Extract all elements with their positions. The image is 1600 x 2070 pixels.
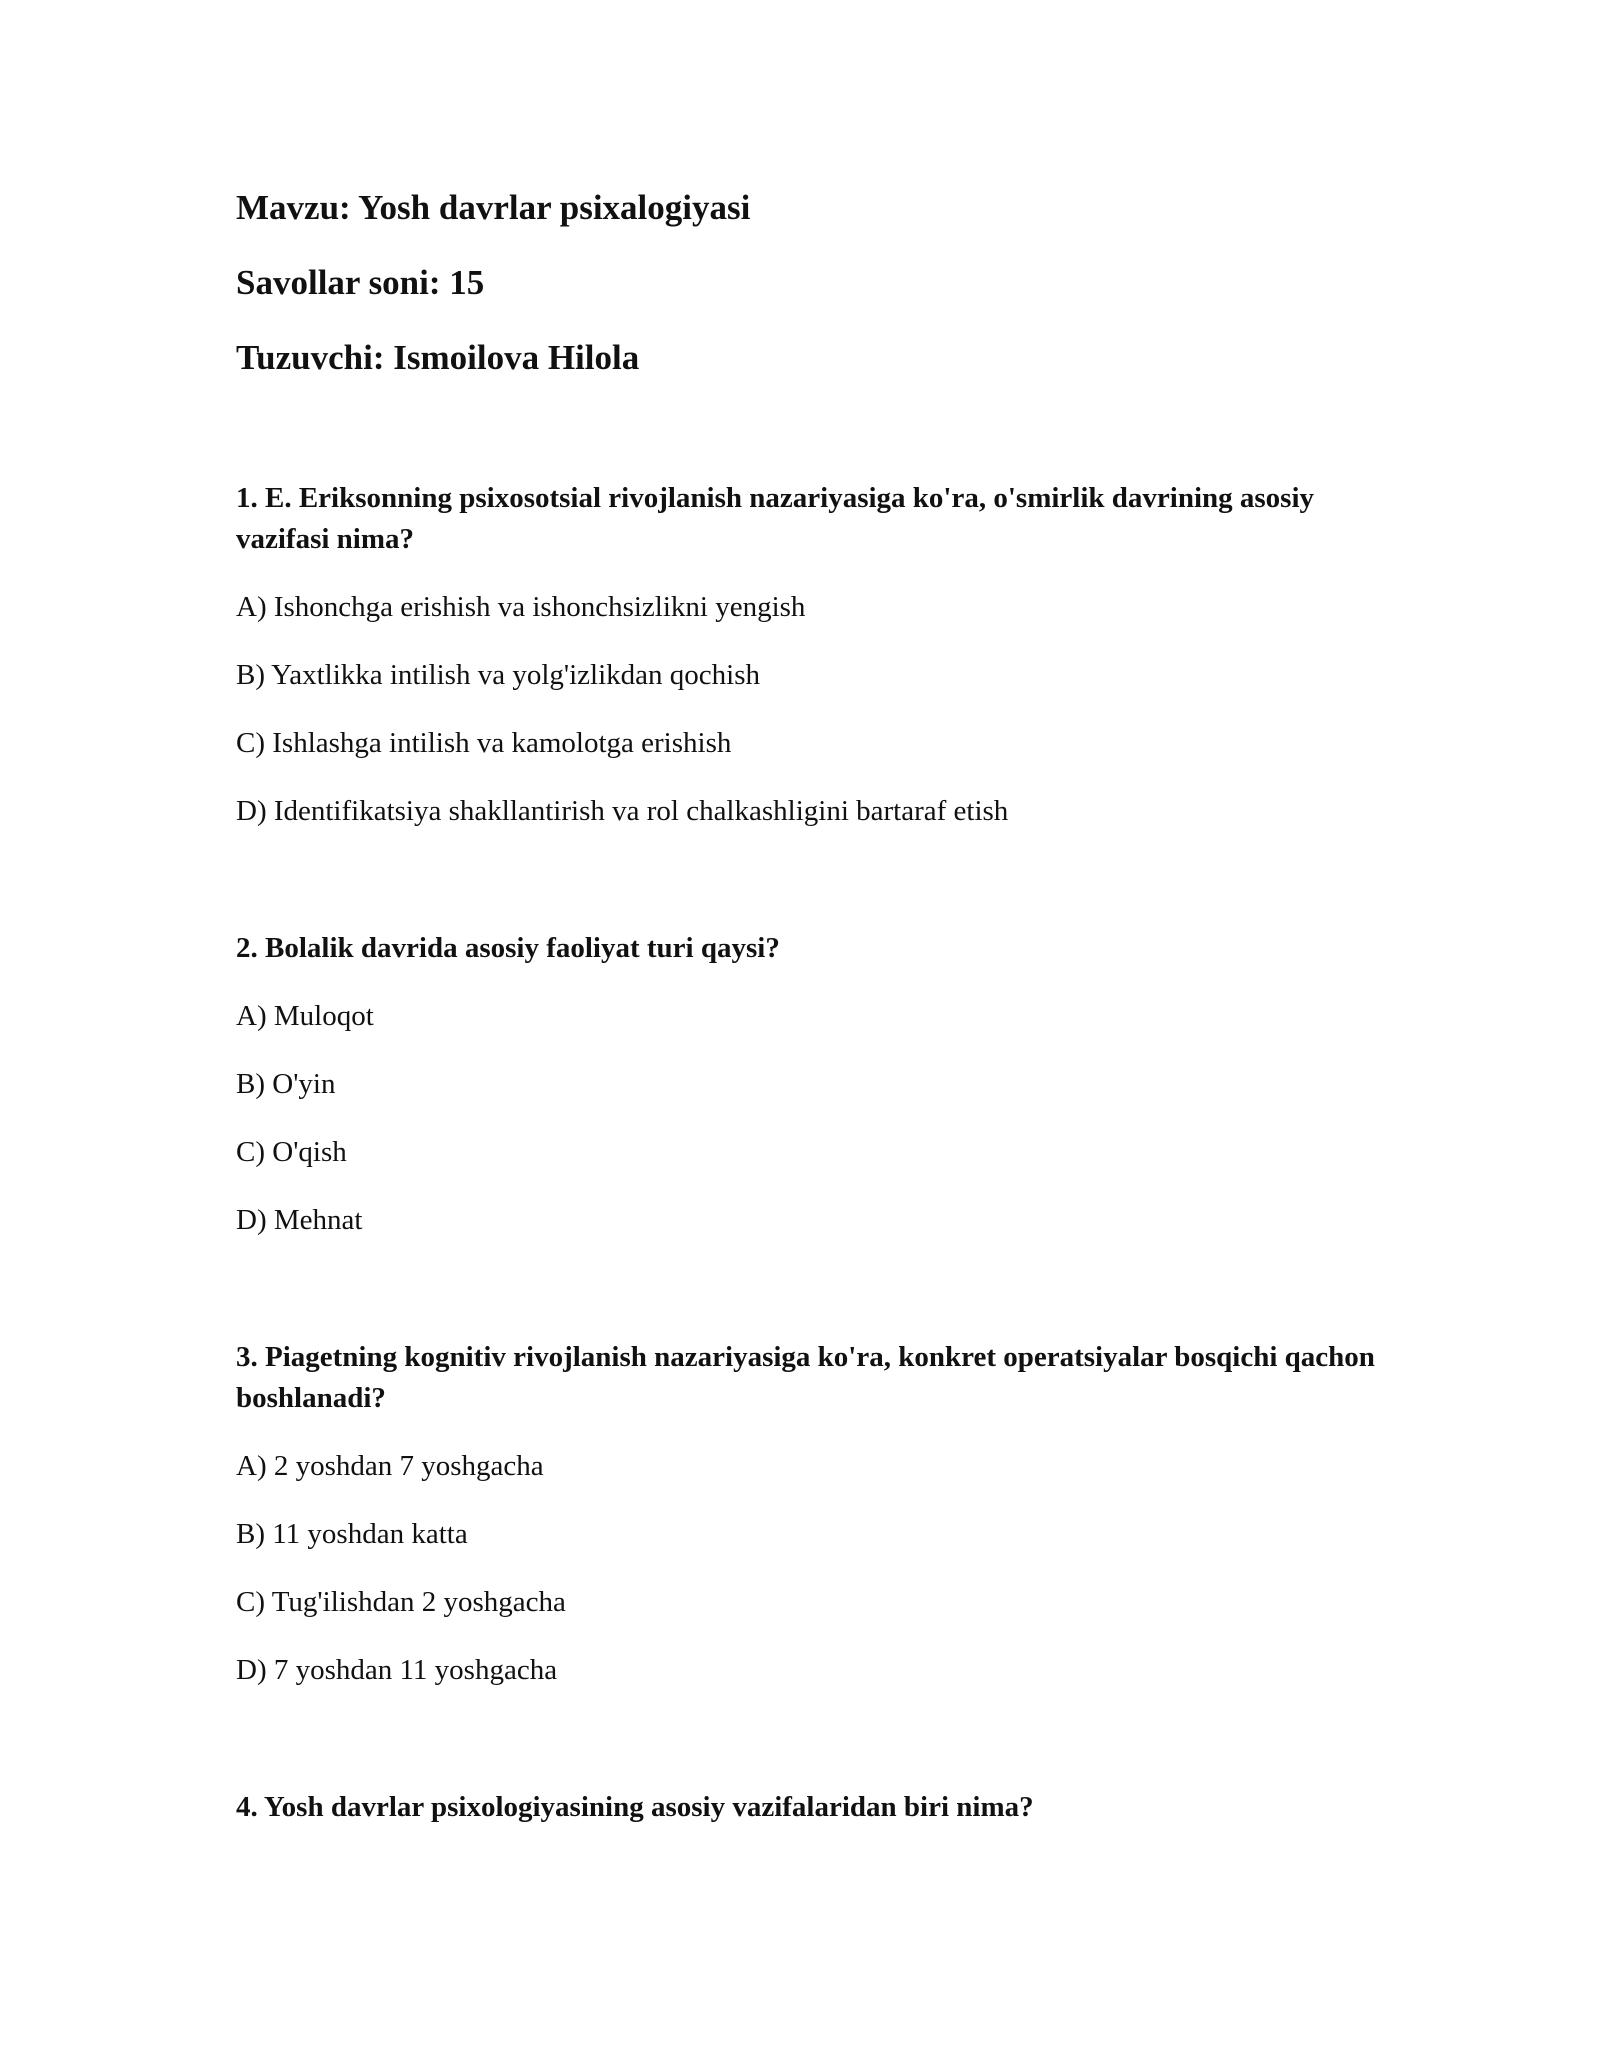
question-text: 4. Yosh davrlar psixologiyasining asosiy vazifalaridan biri nima? [236, 1791, 1034, 1823]
question-text: 1. E. Eriksonning psixosotsial rivojlanish nazariyasiga ko'ra, o'smirlik davrining asosiy vazifasi nima? [236, 482, 1315, 555]
question-text: 3. Piagetning kognitiv rivojlanish nazariyasiga ko'ra, konkret operatsiyalar bosqichi qachon boshlanadi? [236, 1341, 1375, 1414]
option-c: C) Tug'ilishdan 2 yoshgacha [236, 1586, 566, 1618]
question-count-line: Savollar soni: 15 [236, 263, 485, 302]
option-d: D) Identifikatsiya shakllantirish va rol chalkashligini bartaraf etish [236, 795, 1009, 827]
question-text: 2. Bolalik davrida asosiy faoliyat turi qaysi? [236, 932, 780, 964]
option-b: B) O'yin [236, 1068, 336, 1100]
option-b: B) 11 yoshdan katta [236, 1518, 468, 1550]
option-c: C) O'qish [236, 1136, 347, 1168]
option-a: A) Ishonchga erishish va ishonchsizlikni yengish [236, 591, 806, 623]
question-4 [236, 1787, 1396, 1828]
option-c: C) Ishlashga intilish va kamolotga erishish [236, 727, 732, 759]
option-d: D) Mehnat [236, 1204, 363, 1236]
document-header [236, 186, 1396, 380]
question-3 [236, 1337, 1396, 1691]
question-1 [236, 478, 1396, 832]
option-a: A) Muloqot [236, 1000, 374, 1032]
option-a: A) 2 yoshdan 7 yoshgacha [236, 1450, 544, 1482]
document-page [236, 186, 1396, 1924]
option-b: B) Yaxtlikka intilish va yolg'izlikdan qochish [236, 659, 760, 691]
author-line: Tuzuvchi: Ismoilova Hilola [236, 338, 640, 377]
question-2 [236, 928, 1396, 1241]
topic-line: Mavzu: Yosh davrlar psixalogiyasi [236, 188, 751, 227]
option-d: D) 7 yoshdan 11 yoshgacha [236, 1654, 558, 1686]
